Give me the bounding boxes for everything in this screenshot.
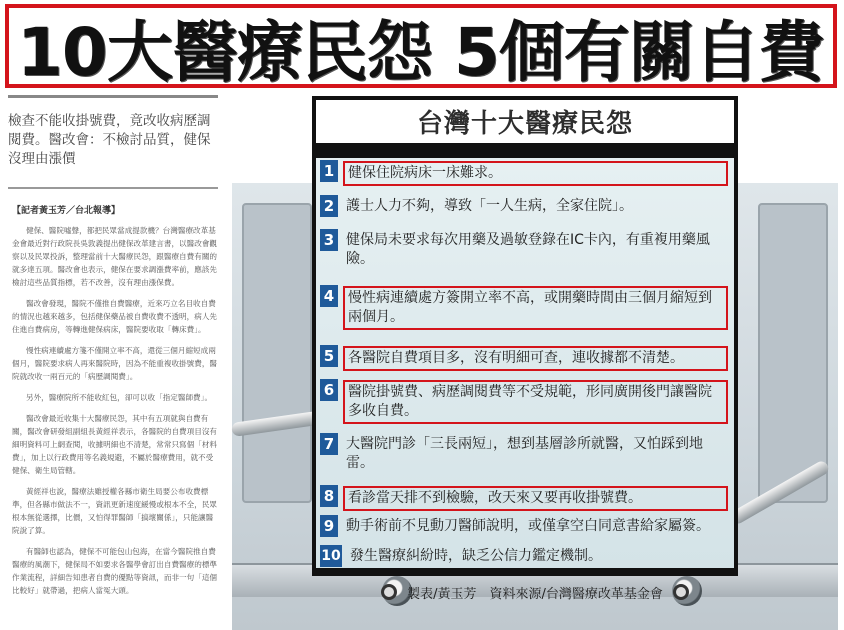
- item-number: 2: [320, 195, 338, 217]
- article-paragraph: 醫改會發現，醫院不僅推自費醫療，近來巧立名目收自費的情況也越來越多，包括健保藥品被自費收費不透明，病人先住進自費病房，等轉進健保病床，醫院要收取「轉床費」。: [12, 299, 218, 334]
- item-number: 9: [320, 515, 338, 537]
- list-item: [320, 516, 728, 537]
- item-number: 4: [320, 285, 338, 307]
- infographic: [232, 93, 838, 630]
- item-text: 慢性病連續處方簽開立率不高，或開藥時間由三個月縮短到兩個月。: [343, 286, 728, 330]
- bed-headboard-right: [758, 203, 828, 503]
- item-text: 大醫院門診「三長兩短」，想到基層診所就醫，又怕踩到地雷。: [346, 436, 703, 471]
- list-item: [320, 230, 728, 270]
- article-paragraph: 慢性病連續處方箋不僅開立率不高，還從三個月縮短成兩個月，醫院要求病人再來醫院時，因為不能重複收掛號費，醫院就改收一兩百元的「病歷調閱費」。: [12, 346, 218, 381]
- source-credit: [232, 580, 838, 604]
- item-text: 健保局未要求每次用藥及過敏登錄在IC卡內，有重複用藥風險。: [346, 232, 710, 267]
- article-column: [4, 95, 226, 630]
- lead-top-rule: [8, 95, 218, 98]
- bed-headboard-left: [242, 203, 312, 503]
- byline: 【記者黃玉芳／台北報導】: [12, 206, 121, 216]
- article-paragraph: 健保、醫院噓聲，都把民眾當成提款機？台灣醫療改革基金會最近對行政院長吳敦義提出健保改革建言書，以醫改會觀察以及民眾投訴，整理當前十大醫療民怨，跟醫療自費有關的就多達五項。醫改會也表示，健保在要求調漲費率前，應該先檢討這些品質指標，若不改善，沒有理由漲保費。: [12, 226, 218, 287]
- item-text: 看診當天排不到檢驗，改天來又要再收掛號費。: [343, 486, 728, 511]
- item-text: 護士人力不夠，導致「一人生病，全家住院」。: [346, 198, 633, 214]
- item-text: 醫院掛號費、病歷調閱費等不受規範，形同廣開後門讓醫院多收自費。: [343, 380, 728, 424]
- complaints-list: [316, 158, 734, 568]
- article-paragraph: 醫改會最近收集十大醫療民怨，其中有五項就與自費有關，醫改會研發組副組長黃經祥表示，各醫院的自費項目沒有細明資料可上網查閱，收據明細也不清楚，常常只寫個「材料費」，加上以行政費用等名義規避，不屬於醫療費用，就不受健保、衛生局管轄。: [12, 414, 218, 475]
- article-paragraph: 有醫師也認為，健保不可能包山包海，在當今醫院推自費醫療的風潮下，健保局不如要求各醫學會訂出自費醫療的標準作業流程，詳細告知患者自費的優點等資訊，而非一句「這個比較好」就帶過，把病人當冤大頭。: [12, 547, 218, 595]
- lead-bottom-rule: [8, 187, 218, 189]
- panel-title: 台灣十大醫療民怨: [316, 100, 734, 146]
- item-number: 5: [320, 345, 338, 367]
- article-paragraph: 另外，醫療院所不能收紅包，卻可以收「指定醫師費」。: [26, 393, 213, 402]
- list-item: [320, 346, 728, 371]
- ring-icon: [381, 584, 397, 600]
- lead-text: 檢查不能收掛號費，竟改收病歷調閱費。醫改會：不檢討品質，健保沒理由漲價: [8, 113, 211, 167]
- article-paragraph: 黃經祥也說，醫療法雖授權各縣市衛生局要公布收費標準，但各縣市做法不一，資訊更新速度緩慢或根本不全，民眾根本無從選擇，比價，又怕得罪醫師「搞壞關係」，只能讓醫院說了算。: [12, 487, 218, 535]
- item-text: 各醫院自費項目多，沒有明細可查，連收據都不清楚。: [343, 346, 728, 371]
- headline-box: [5, 4, 837, 91]
- list-item: [320, 546, 728, 567]
- list-item: [320, 286, 728, 330]
- list-item: [320, 434, 728, 474]
- credit-text: 製表/黃玉芳 資料來源/台灣醫療改革基金會: [407, 586, 663, 602]
- item-number: 10: [320, 545, 342, 567]
- item-text: 動手術前不見動刀醫師說明，或僅拿空白同意書給家屬簽。: [346, 518, 710, 534]
- item-number: 7: [320, 433, 338, 455]
- item-number: 1: [320, 160, 338, 182]
- item-number: 6: [320, 379, 338, 401]
- item-text: 健保住院病床一床難求。: [343, 161, 728, 186]
- headline-text: 10大醫療民怨 5個有關自費: [17, 13, 824, 91]
- list-item: [320, 486, 728, 511]
- item-number: 3: [320, 229, 338, 251]
- item-number: 8: [320, 485, 338, 507]
- list-item: [320, 161, 728, 186]
- item-text: 發生醫療糾紛時，缺乏公信力鑑定機制。: [350, 548, 602, 564]
- ring-icon: [673, 584, 689, 600]
- list-item: [320, 380, 728, 424]
- complaints-panel: [312, 96, 738, 576]
- list-item: [320, 196, 728, 217]
